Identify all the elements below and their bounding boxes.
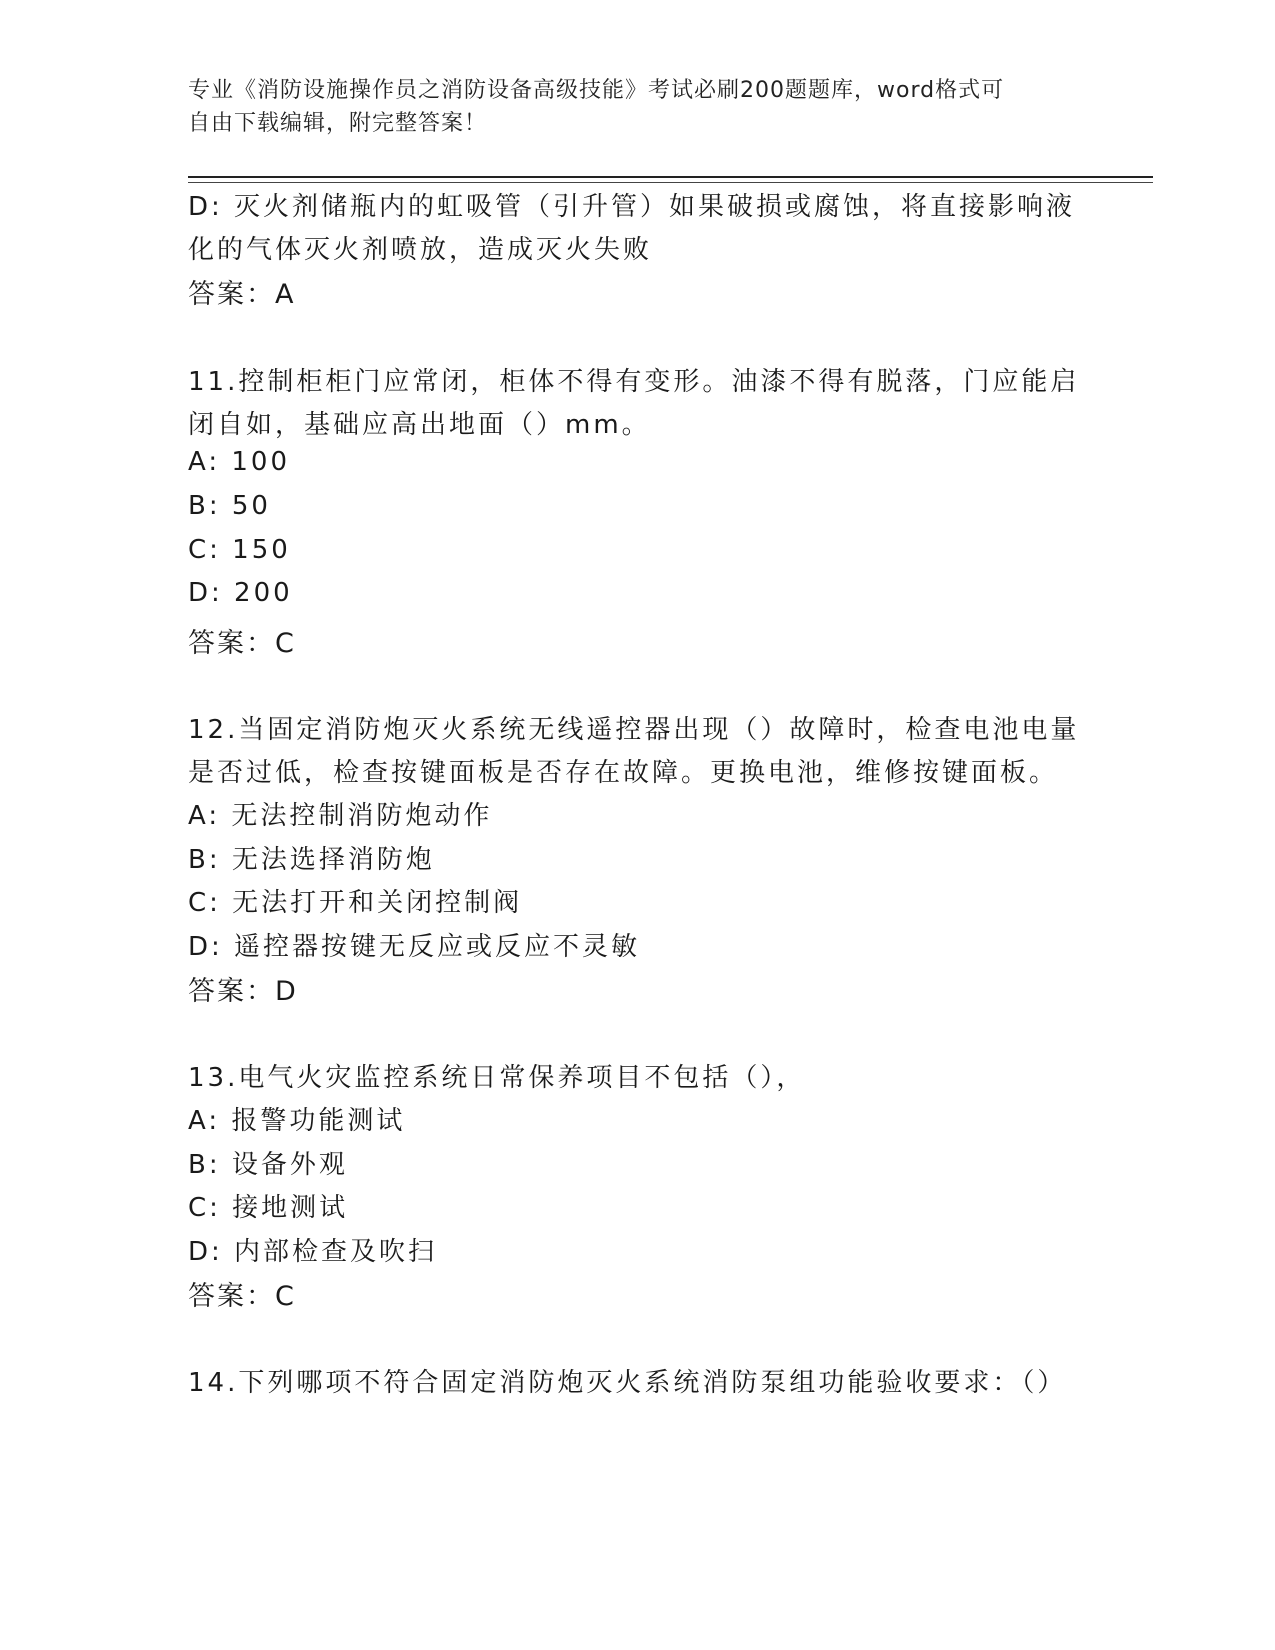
q12-option-a: A: 无法控制消防炮动作 [188,801,493,831]
q11-option-c: C: 150 [188,535,291,565]
q11-option-d: D: 200 [188,578,293,608]
header-line-2: 自由下载编辑，附完整答案！ [188,111,488,136]
document-header [188,74,1068,140]
q13-option-a: A: 报警功能测试 [188,1106,406,1136]
q13-option-c: C: 接地测试 [188,1193,349,1223]
q14-stem-line-1: 14.下列哪项不符合固定消防炮灭火系统消防泵组功能验收要求：（） [188,1368,1067,1398]
q13-option-b: B: 设备外观 [188,1150,348,1180]
q12-option-b: B: 无法选择消防炮 [188,845,435,875]
q11-stem-line-2: 闭自如，基础应高出地面（）mm。 [188,410,651,440]
header-divider-thick [188,176,1153,178]
q12-stem-line-2: 是否过低，检查按键面板是否存在故障。更换电池，维修按键面板。 [188,758,1059,788]
prev-answer: 答案：A [188,279,296,310]
prev-option-d-line-2: 化的气体灭火剂喷放，造成灭火失败 [188,235,653,265]
q13-answer: 答案：C [188,1281,296,1312]
q12-answer: 答案：D [188,976,298,1007]
prev-option-d-line-1: D: 灭火剂储瓶内的虹吸管（引升管）如果破损或腐蚀，将直接影响液 [188,192,1076,222]
q11-answer: 答案：C [188,628,296,659]
q11-option-a: A: 100 [188,447,290,477]
header-line-1: 专业《消防设施操作员之消防设备高级技能》考试必刷200题题库，word格式可 [188,78,1005,103]
q11-option-b: B: 50 [188,491,271,521]
header-divider-thin [188,182,1153,183]
q12-option-c: C: 无法打开和关闭控制阀 [188,888,523,918]
q13-stem-line-1: 13.电气火灾监控系统日常保养项目不包括（）， [188,1063,806,1093]
q13-option-d: D: 内部检查及吹扫 [188,1237,438,1267]
q12-stem-line-1: 12.当固定消防炮灭火系统无线遥控器出现（）故障时，检查电池电量 [188,715,1080,745]
q11-stem-line-1: 11.控制柜柜门应常闭，柜体不得有变形。油漆不得有脱落，门应能启 [188,367,1080,397]
q12-option-d: D: 遥控器按键无反应或反应不灵敏 [188,932,641,962]
